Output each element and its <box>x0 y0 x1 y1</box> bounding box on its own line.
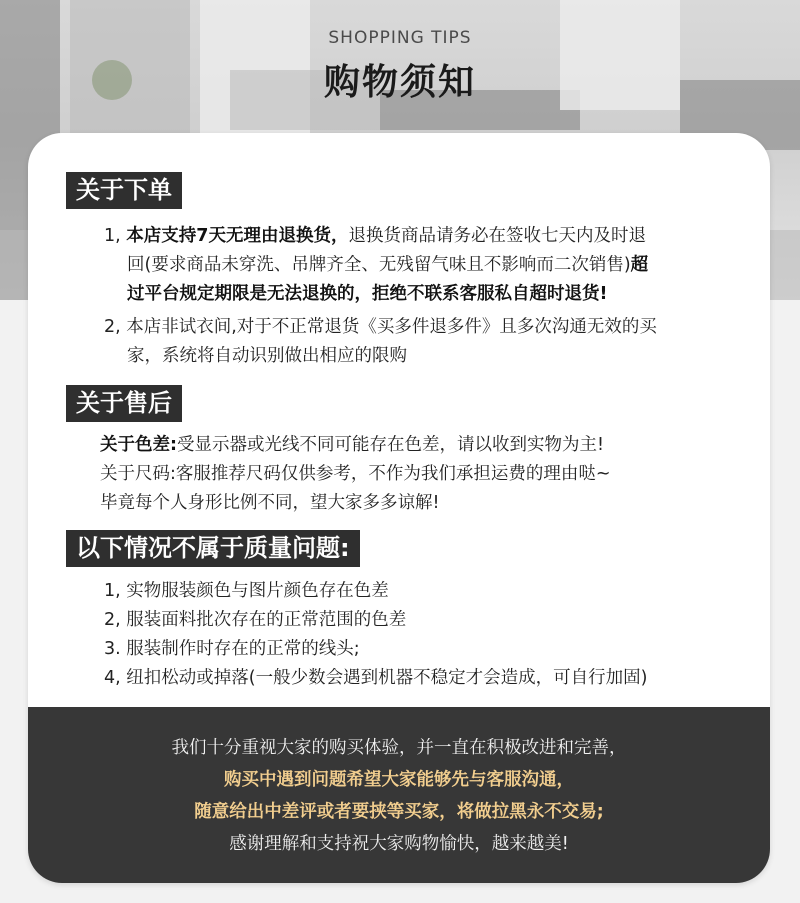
order-item-2-number: 2, <box>104 317 121 337</box>
footer-line-2: 购买中遇到问题希望大家能够先与客服沟通， <box>224 770 574 790</box>
section-label-quality: 以下情况不属于质量问题: <box>66 530 360 567</box>
order-item-2-line-2: 家，系统将自动识别做出相应的限购 <box>127 346 407 366</box>
quality-item-text: 服装面料批次存在的正常范围的色差 <box>126 610 407 630</box>
footer-line-1: 我们十分重视大家的购买体验，并一直在积极改进和完善， <box>171 738 627 758</box>
order-item-2-line-1 <box>104 313 657 338</box>
tips-card <box>28 133 770 883</box>
aftersale-size-line-2: 毕竟每个人身形比例不同，望大家多多谅解! <box>100 493 440 513</box>
quality-item <box>104 635 360 660</box>
quality-item <box>104 577 389 602</box>
order-item-1-text: 退换货商品请务必在签收七天内及时退 <box>348 226 646 246</box>
order-item-1-line-2 <box>127 251 648 276</box>
aftersale-color-label: 关于色差: <box>100 435 177 455</box>
order-item-1-line-3: 过平台规定期限是无法退换的，拒绝不联系客服私自超时退货! <box>127 284 608 304</box>
quality-item-text: 纽扣松动或掉落(一般少数会遇到机器不稳定才会造成，可自行加固) <box>126 668 648 688</box>
order-item-1-line-2-bold: 超 <box>630 255 649 275</box>
aftersale-size-line: 关于尺码:客服推荐尺码仅供参考，不作为我们承担运费的理由哒~ <box>100 464 611 484</box>
notice-footer <box>28 707 770 883</box>
quality-item-number: 2, <box>104 610 121 630</box>
quality-item <box>104 606 406 631</box>
order-item-1-bold: 本店支持7天无理由退换货， <box>126 226 349 246</box>
page-title: 购物须知 <box>323 62 476 103</box>
quality-item-number: 3. <box>104 639 121 659</box>
quality-item-number: 1, <box>104 581 121 601</box>
order-item-1-line-2-text: 回(要求商品未穿洗、吊牌齐全、无残留气味且不影响而二次销售) <box>127 255 631 275</box>
quality-item-text: 服装制作时存在的正常的线头; <box>126 639 360 659</box>
quality-item <box>104 664 647 689</box>
aftersale-color-text: 受显示器或光线不同可能存在色差，请以收到实物为主! <box>177 435 605 455</box>
order-item-1-number: 1, <box>104 226 121 246</box>
quality-item-number: 4, <box>104 668 121 688</box>
section-label-aftersale: 关于售后 <box>66 385 182 422</box>
order-item-2-text: 本店非试衣间,对于不正常退货《买多件退多件》且多次沟通无效的买 <box>126 317 657 337</box>
order-item-1-line-1 <box>104 222 646 247</box>
aftersale-color-line <box>100 431 604 456</box>
section-label-order: 关于下单 <box>66 172 182 209</box>
quality-item-text: 实物服装颜色与图片颜色存在色差 <box>126 581 389 601</box>
footer-line-3: 随意给出中差评或者要挟等买家，将做拉黑永不交易; <box>194 802 604 822</box>
page-subtitle: SHOPPING TIPS <box>328 28 472 48</box>
footer-line-4: 感谢理解和支持祝大家购物愉快，越来越美! <box>229 834 569 854</box>
